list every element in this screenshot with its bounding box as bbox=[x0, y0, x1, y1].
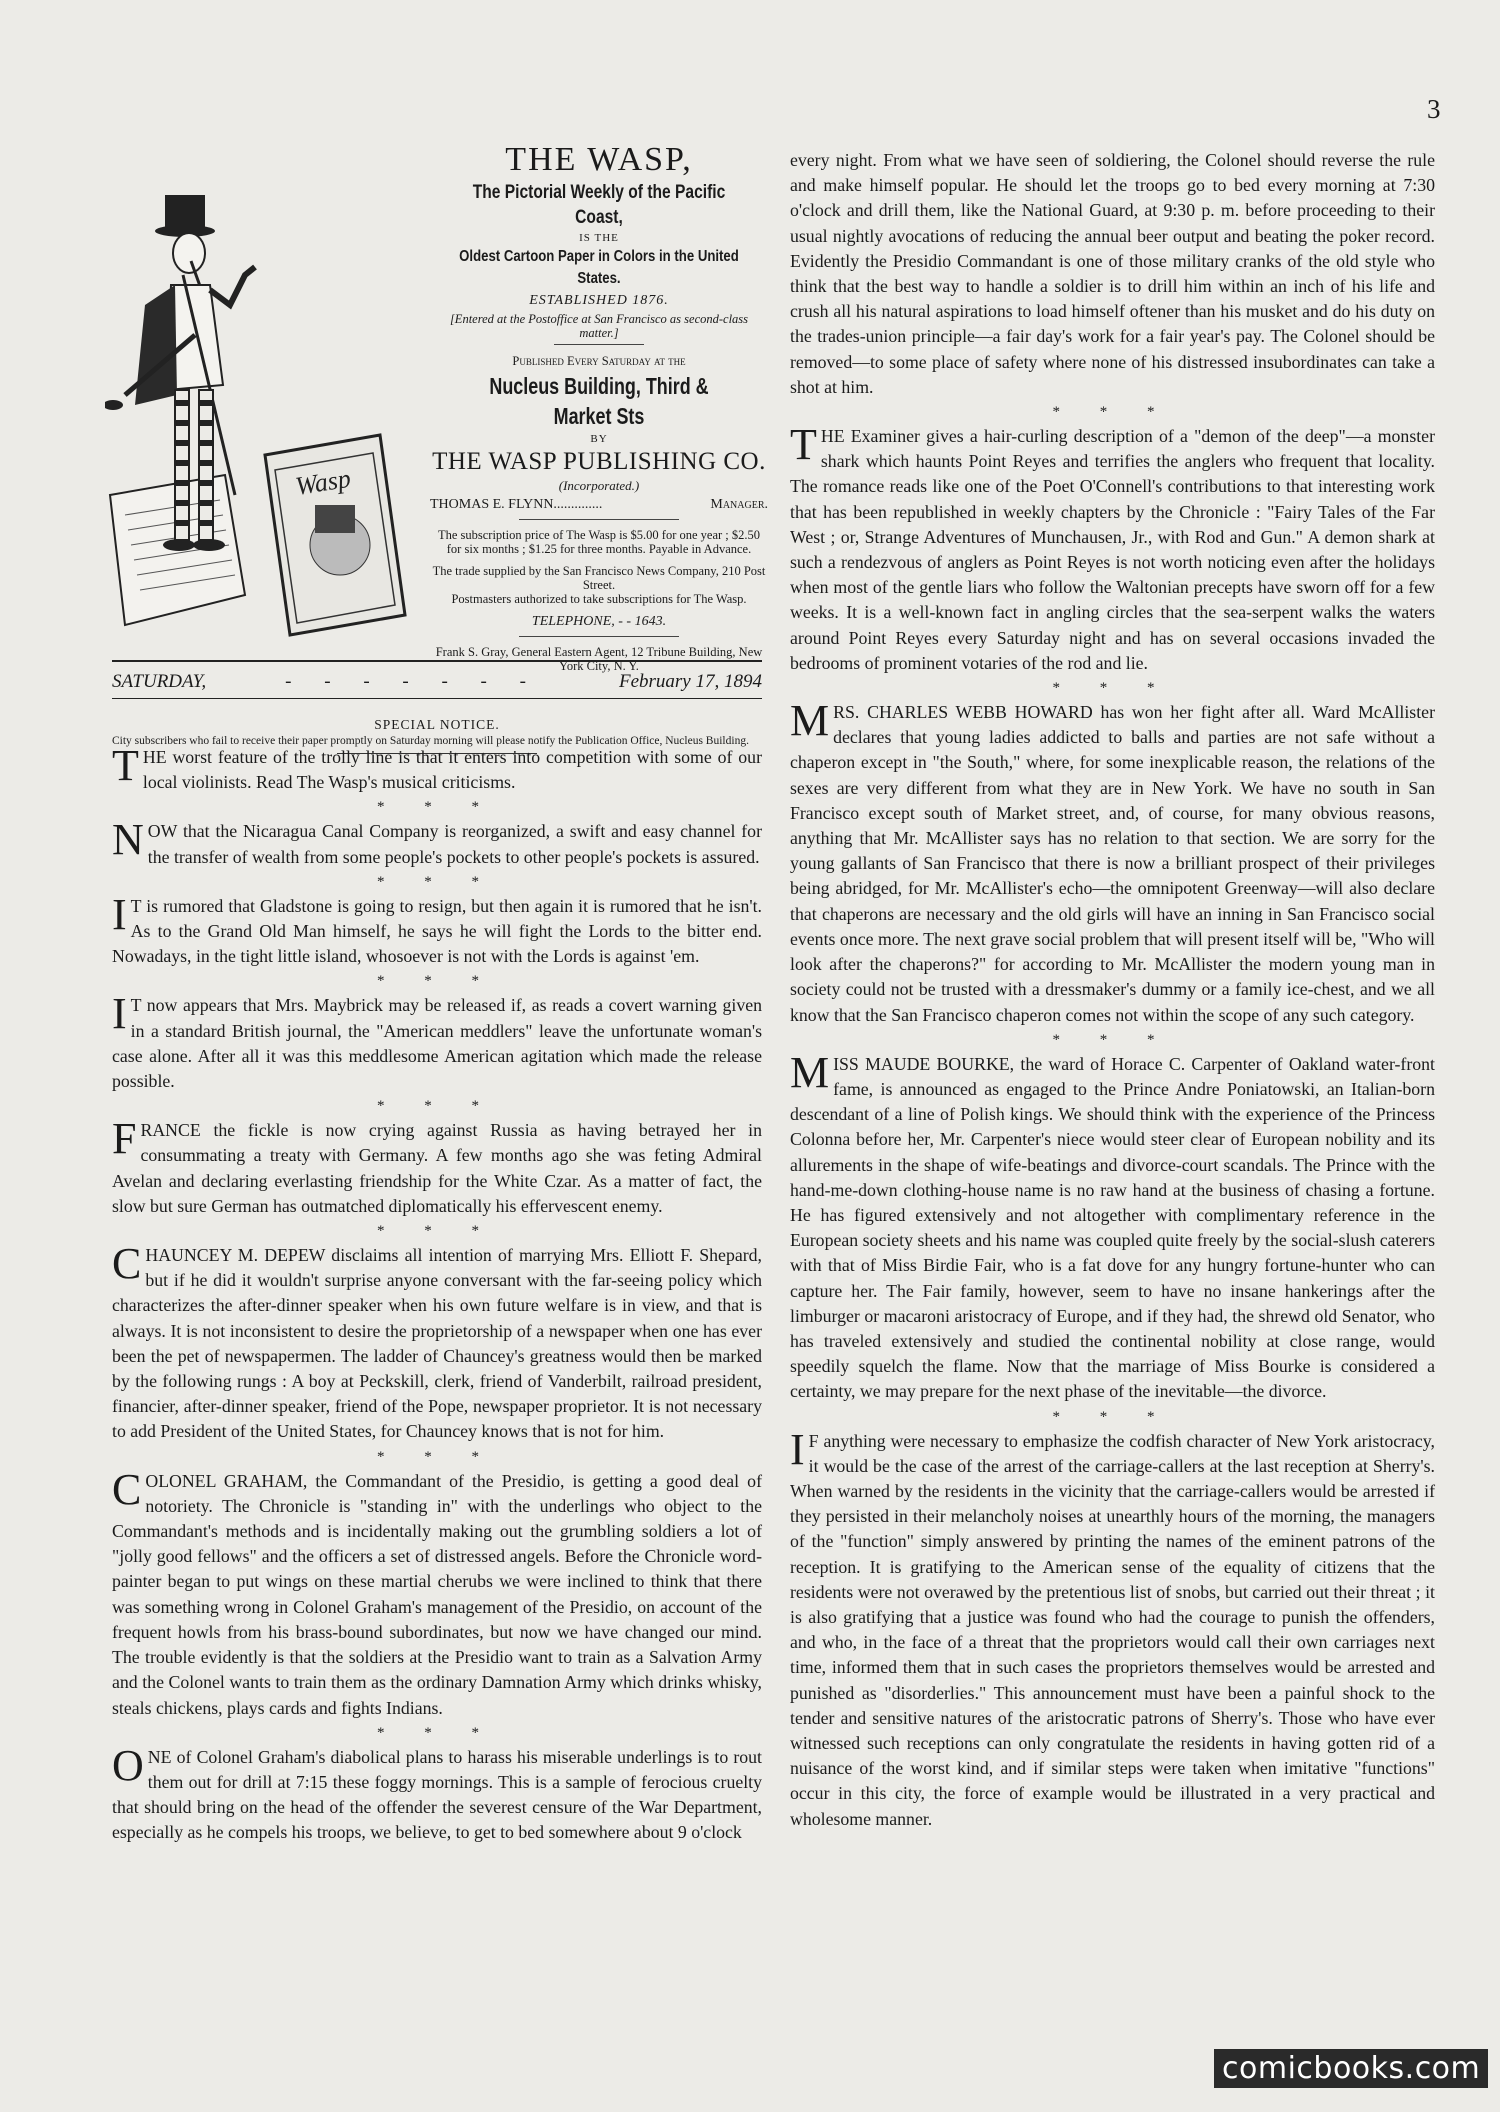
news-paragraph bbox=[112, 1239, 762, 1445]
news-paragraph bbox=[790, 696, 1435, 1028]
masthead-by: BY bbox=[590, 433, 608, 445]
masthead-subscription: The subscription price of The Wasp is $5.00 for one year ; $2.50 for six months ; $1.25 for three months. Payable in Advance. bbox=[437, 528, 761, 556]
news-paragraph bbox=[112, 989, 762, 1094]
masthead-title: THE WASP, bbox=[505, 141, 693, 178]
masthead-oldest: Oldest Cartoon Paper in Colors in the United States. bbox=[459, 248, 739, 287]
manager-title: Manager. bbox=[710, 497, 768, 512]
masthead-agent: Frank S. Gray, General Eastern Agent, 12 Tribune Building, New York City, N. Y. bbox=[435, 645, 763, 673]
notice-heading: SPECIAL NOTICE. bbox=[374, 717, 500, 732]
news-paragraph bbox=[790, 1047, 1435, 1405]
section-separator: * * * bbox=[1052, 680, 1173, 697]
masthead-published: Published Every Saturday at the bbox=[512, 354, 686, 368]
drop-cap: C bbox=[112, 1464, 142, 1514]
drop-cap: M bbox=[790, 696, 830, 746]
masthead-tagline: The Pictorial Weekly of the Pacific Coast, bbox=[472, 182, 726, 228]
masthead-entered: [Entered at the Postoffice at San Francisco as second-class matter.] bbox=[449, 312, 749, 340]
divider bbox=[519, 519, 679, 520]
masthead-manager bbox=[430, 495, 768, 515]
paragraph-text: HAUNCEY M. DEPEW disclaims all intention of marrying Mrs. Elliott F. Shepard, but if he did it wouldn't surprise anyone conversant with the far-seeing policy which characterizes the after-dinner speaker when his own future welfare is in view, and that is always. It is not inconsistent to desire the proprietorship of a newspaper when one has ever been the pet of newspapermen. The ladder of Chauncey's greatness would then be marked by the following rungs : A boy at Peckskill, clerk, friend of Vanderbilt, railroad president, financier, after-dinner speaker, friend of the Pope, newspaper proprietor. It is not necessary to add President of the United States, for Chauncey knows that is not for him. bbox=[112, 1245, 762, 1442]
paragraph-text: RANCE the fickle is now crying against Russia as having betrayed her in consummating a treaty with Germany. A few months ago she was feting Admiral Avelan and declaring everlasting friendship for the White Czar. As a matter of fact, the slow but sure German has outmatched diplomatically his effervescent enemy. bbox=[112, 1120, 762, 1216]
paragraph-text: HE Examiner gives a hair-curling description of a "demon of the deep"—a monster shark which haunts Point Reyes and terrifies the anglers who frequent that locality. The romance reads like one of the Poet O'Connell's contributions to that interesting work that has been republished in weekly chapters by the Chronicle : "Fairy Tales of the Far West ; or, Strange Adventures of Munchausen, Jr., with Rod and Gun." A demon shark at such a rendezvous of anglers as Point Reyes is not worth noticing even after the holidays when most of the gentle liars who follow the Waltonian precepts have sworn off for a few weeks. It is a well-known fact in angling circles that the sea-serpent walks the waters around Point Reyes every Saturday night and has on several occasions invaded the bedrooms of prominent votaries of the rod and lie. bbox=[790, 426, 1435, 673]
news-paragraph bbox=[112, 1464, 762, 1721]
notice-text: City subscribers who fail to receive their paper promptly on Saturday morning will please notify the Publication Office, Nucleus Building. bbox=[112, 735, 749, 747]
drop-cap: N bbox=[112, 815, 144, 865]
divider bbox=[554, 344, 644, 345]
paragraph-text: HE worst feature of the trolly line is that it enters into competition with some of our local violinists. Read The Wasp's musical criticisms. bbox=[142, 747, 762, 793]
section-separator: * * * bbox=[1052, 1408, 1173, 1425]
paragraph-text: F anything were necessary to emphasize the codfish character of New York aristocracy, it would be the case of the arrest of the carriage-callers at the last reception at Sherry's. When warned by the residents in the vicinity that the carriage-callers would be arrested if they persisted in their melancholy noises at unearthly hours of the morning, the managers of the "function" simply answered by printing the names of the eminent patrons of the reception. It is gratifying to the American sense of the equality of citizens that the residents were not overawed by the pretentious list of snobs, but carried out their threat ; it is also gratifying that a justice was found who had the courage to punish the offenders, and who, in the face of a threat that the proprietors would call their own carriages next time, informed them that in such cases the proprietors themselves would be arrested and punished as "disorderlies." This announcement must have been a painful shock to the tender and sensitive natures of the aristocratic patrons of Sherry's. Those who have ever witnessed such receptions can only congratulate the residents in having gotten rid of a nuisance of the worst kind, and if similar steps were taken when imitative "functions" occur in this city, the force of example would be illustrated in a very practical and wholesome manner. bbox=[790, 1430, 1435, 1829]
drop-cap: O bbox=[112, 1740, 144, 1790]
paragraph-text: OLONEL GRAHAM, the Commandant of the Presidio, is getting a good deal of notoriety. The Chronicle is "standing in" with the underlings who object to the Commandant's methods and is incidentally making out the grumbling soldiers a lot of "jolly good fellows" and the officers a set of distressed angels. Before the Chronicle word-painter began to put wings on these martial cherubs we were inclined to think that there was something wrong in Colonel Graham's management of the Presidio, on account of the frequent howls from his brass-bound subordinates, but now we have changed our mind. The trouble evidently is that the soldiers at the Presidio want to train as a Salvation Army and the Colonel wants to train them as the ordinary Damnation Army which drinks whisky, steals chickens, plays cards and fights Indians. bbox=[112, 1470, 762, 1718]
wasp-mascot-cartoon bbox=[105, 195, 423, 650]
magazine-title: Wasp bbox=[293, 463, 353, 501]
dateline-date: February 17, 1894 bbox=[618, 671, 762, 692]
drop-cap: I bbox=[112, 989, 127, 1039]
news-paragraph bbox=[790, 148, 1435, 400]
site-watermark: comicbooks.com bbox=[1214, 2049, 1488, 2088]
section-separator: * * * bbox=[377, 873, 497, 890]
news-paragraph bbox=[112, 889, 762, 970]
section-separator: * * * bbox=[377, 799, 497, 816]
dateline bbox=[112, 660, 762, 699]
paragraph-text: T is rumored that Gladstone is going to resign, but then again it is rumored that he isn't. As to the Grand Old Man himself, he says he will fight the Lords to the bitter end. Nowadays, in the tight little island, whosoever is not with the Lords is against 'em. bbox=[112, 895, 762, 967]
page-number: 3 bbox=[1427, 94, 1441, 124]
paragraph-text: NE of Colonel Graham's diabolical plans to harass his miserable underlings is to rout them out for drill at 7:15 these foggy mornings. This is a sample of ferocious cruelty that should bring on the head of the offender the severest censure of the War Department, especially as he compels his troops, we believe, to get to bed somewhere about 9 o'clock bbox=[112, 1746, 762, 1843]
dateline-dashes: - - - - - - - bbox=[285, 671, 540, 692]
drop-cap: F bbox=[112, 1114, 137, 1164]
paragraph-text: RS. CHARLES WEBB HOWARD has won her fight after all. Ward McAllister declares that young ladies addicted to balls and parties are not safe without a chaperon except in "the South," where, for some inexplicable reason, the relations of the sexes are very different from what they are in New York. We have no south in San Francisco except south of Market street, and, of course, for many obvious reasons, anything that Mr. McAllister says has no relation to that section. We are sorry for the young gallants of San Francisco that there is now a brilliant prospect of their privileges being abridged, for Mr. McAllister's echo—the omnipotent Greenway—will also declare that chaperons are necessary and the old girls will have an inning in San Francisco social events once more. The next grave social problem that will present itself will be, "Who will look after the chaperons?" for according to Mr. McAllister the modern young man in society could not be trusted with a dressmaker's dummy or a family ice-chest, and we all know that the San Francisco chaperon comes not within the scope of any such category. bbox=[790, 702, 1435, 1025]
masthead-company: THE WASP PUBLISHING CO. bbox=[432, 448, 766, 475]
divider bbox=[519, 636, 679, 637]
masthead-telephone: TELEPHONE, - - 1643. bbox=[531, 614, 667, 629]
masthead-established: ESTABLISHED 1876. bbox=[529, 293, 669, 308]
news-paragraph bbox=[790, 1424, 1435, 1832]
section-separator: * * * bbox=[377, 1223, 497, 1240]
section-separator: * * * bbox=[377, 1724, 497, 1741]
masthead-building: Nucleus Building, Third & Market Sts bbox=[489, 373, 709, 429]
section-separator: * * * bbox=[377, 973, 497, 990]
drop-cap: M bbox=[790, 1047, 830, 1097]
section-separator: * * * bbox=[377, 1098, 497, 1115]
drop-cap: I bbox=[790, 1424, 805, 1474]
section-separator: * * * bbox=[1052, 404, 1173, 421]
news-paragraph bbox=[112, 1740, 762, 1846]
masthead-postmasters: Postmasters authorized to take subscriptions for The Wasp. bbox=[451, 592, 747, 606]
masthead-is-the: IS THE bbox=[579, 232, 619, 244]
news-paragraph bbox=[790, 420, 1435, 676]
masthead bbox=[430, 140, 768, 673]
paragraph-text: every night. From what we have seen of soldiering, the Colonel should reverse the rule and make himself popular. He should let the troops go to bed every morning at 7:30 o'clock and drill them, like the National Guard, at 9:30 p. m. before proceeding to their usual nightly avocations of reducing the annual beer output and beating the poker record. Evidently the Presidio Commandant is one of those military cranks of the old style who think that the best way to handle a soldier is to drill him within an inch of his life and crush all his natural aspirations to load himself oftener than his musket and do his duty on the trades-union principle—a fair day's work for a fair year's pay. The Colonel should be removed—to some place of safety where none of his distressed insubordinates can take a shot at him. bbox=[790, 150, 1435, 397]
drop-cap: T bbox=[790, 420, 817, 470]
paragraph-text: ISS MAUDE BOURKE, the ward of Horace C. Carpenter of Oakland water-front fame, is announced as engaged to the Prince Andre Poniatowski, an Italian-born descendant of a line of Polish kings. We should think with the experience of the Princess Colonna before her, Mr. Carpenter's niece would steer clear of European nobility and its allurements in the shape of wife-beatings and divorce-court scandals. The Prince with the hand-me-down clothing-house name is no raw hand at the business of chasing a fortune. He has figured extensively and not altogether with complimentary reference in the European society sheets and his name was coupled quite freely by the social-slush caterers with that of Miss Birdie Fair, who is a fat dove for any hungry fortune-hunter who can capture her. The Fair family, however, seem to have no insane hankerings after the limburger or macaroni aristocracy of Europe, and if they had, the shrewd old Senator, who has traveled extensively and studied the continental nobility at close range, would speedily squelch the flame. Now that the marriage of Miss Bourke is considered a certainty, we may prepare for the next phase of the inevitable—the divorce. bbox=[790, 1053, 1435, 1402]
right-column bbox=[790, 148, 1435, 1832]
drop-cap: T bbox=[112, 741, 139, 790]
news-paragraph bbox=[112, 1114, 762, 1219]
section-separator: * * * bbox=[1052, 1031, 1173, 1048]
drop-cap: I bbox=[112, 889, 127, 939]
news-paragraph bbox=[112, 815, 762, 869]
paragraph-text: T now appears that Mrs. Maybrick may be released if, as reads a covert warning given in a standard British journal, the "American meddlers" leave the unfortunate woman's case alone. After all it was this meddlesome American agitation which made the release possible. bbox=[112, 995, 762, 1092]
dateline-day: SATURDAY, bbox=[112, 671, 207, 692]
drop-cap: C bbox=[112, 1239, 142, 1289]
section-separator: * * * bbox=[377, 1448, 497, 1465]
paragraph-text: OW that the Nicaragua Canal Company is reorganized, a swift and easy channel for the transfer of wealth from some people's pockets to other people's pockets is assured. bbox=[147, 821, 762, 867]
masthead-trade: The trade supplied by the San Francisco News Company, 210 Post Street. bbox=[432, 564, 766, 592]
masthead-incorporated: (Incorporated.) bbox=[558, 478, 640, 493]
manager-name: THOMAS E. FLYNN.............. bbox=[430, 497, 603, 512]
